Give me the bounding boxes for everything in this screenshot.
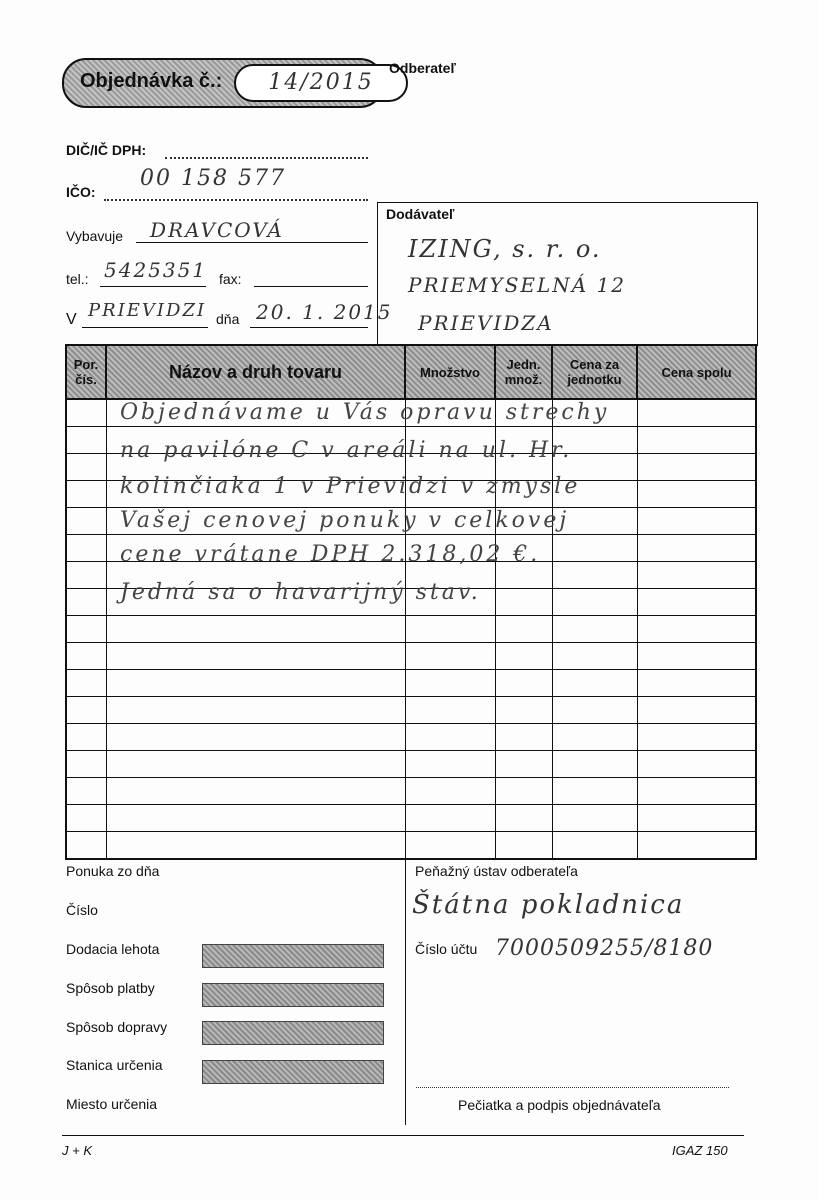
platba-box — [202, 983, 384, 1007]
miesto-label: Miesto určenia — [66, 1096, 158, 1112]
order-number-value: 14/2015 — [234, 64, 408, 102]
table-cell — [552, 724, 637, 751]
ponuka-label: Ponuka zo dňa — [66, 863, 160, 879]
table-cell — [495, 832, 552, 860]
table-cell — [106, 616, 405, 643]
table-cell — [495, 724, 552, 751]
supplier-line-3: PRIEVIDZA — [418, 311, 554, 335]
col-header-cena-jednotku: Cena za jednotku — [552, 345, 637, 399]
table-cell — [106, 643, 405, 670]
table-cell — [637, 399, 756, 427]
table-cell — [495, 778, 552, 805]
table-cell — [66, 724, 106, 751]
table-cell — [637, 616, 756, 643]
table-cell — [66, 589, 106, 616]
v-field — [82, 327, 208, 328]
vybavuje-field — [136, 242, 368, 243]
table-cell — [405, 616, 495, 643]
table-cell — [106, 832, 405, 860]
bank-value: Štátna pokladnica — [412, 890, 685, 920]
table-cell — [106, 805, 405, 832]
table-cell — [552, 670, 637, 697]
table-cell — [106, 724, 405, 751]
doprava-label: Spôsob dopravy — [66, 1019, 168, 1035]
table-row — [66, 670, 756, 697]
v-value: PRIEVIDZI — [88, 300, 207, 321]
table-cell — [552, 751, 637, 778]
table-cell — [66, 481, 106, 508]
table-cell — [66, 535, 106, 562]
table-row — [66, 616, 756, 643]
table-cell — [637, 724, 756, 751]
table-cell — [637, 751, 756, 778]
doprava-box — [202, 1021, 384, 1045]
signature-line — [416, 1087, 729, 1088]
dna-value: 20. 1. 2015 — [256, 300, 393, 324]
table-cell — [552, 589, 637, 616]
col-header-por: Por. čís. — [66, 345, 106, 399]
table-cell — [495, 589, 552, 616]
table-cell — [495, 697, 552, 724]
table-row — [66, 697, 756, 724]
handwritten-line-6: Jedná sa o havarijný stav. — [120, 580, 481, 605]
col-header-jedn: Jedn. množ. — [495, 345, 552, 399]
table-cell — [66, 832, 106, 860]
table-cell — [405, 697, 495, 724]
table-cell — [405, 643, 495, 670]
table-cell — [66, 697, 106, 724]
table-cell — [66, 670, 106, 697]
table-cell — [66, 778, 106, 805]
table-cell — [637, 778, 756, 805]
table-cell — [66, 508, 106, 535]
table-cell — [66, 616, 106, 643]
table-row — [66, 643, 756, 670]
account-value: 7000509255/8180 — [495, 936, 714, 961]
table-cell — [552, 805, 637, 832]
order-number-label: Objednávka č.: — [80, 70, 223, 92]
table-cell — [495, 670, 552, 697]
ico-field — [104, 199, 368, 201]
table-cell — [495, 805, 552, 832]
stanica-box — [202, 1060, 384, 1084]
handwritten-line-4: Vašej cenovej ponuky v celkovej — [120, 508, 570, 533]
table-row — [66, 832, 756, 860]
table-cell — [552, 535, 637, 562]
handwritten-line-2: na pavilóne C v areáli na ul. Hr. — [120, 438, 573, 463]
col-header-nazov: Názov a druh tovaru — [106, 345, 405, 399]
buyer-label: Odberateľ — [389, 60, 456, 76]
table-row — [66, 778, 756, 805]
table-cell — [66, 399, 106, 427]
dic-field — [165, 157, 368, 159]
table-cell — [405, 832, 495, 860]
table-cell — [637, 697, 756, 724]
bottom-rule — [62, 1135, 744, 1136]
dic-label: DIČ/IČ DPH: — [66, 142, 147, 158]
table-cell — [106, 697, 405, 724]
table-cell — [66, 751, 106, 778]
order-number-banner — [62, 58, 384, 108]
v-label: V — [66, 311, 77, 328]
table-cell — [552, 643, 637, 670]
table-cell — [637, 508, 756, 535]
table-cell — [552, 562, 637, 589]
col-header-mnozstvo: Množstvo — [405, 345, 495, 399]
handwritten-line-1: Objednávame u Vás opravu strechy — [120, 400, 610, 425]
supplier-label: Dodávateľ — [386, 206, 455, 222]
table-row — [66, 724, 756, 751]
supplier-line-1: IZING, s. r. o. — [408, 235, 602, 263]
ico-value: 00 158 577 — [140, 166, 286, 191]
col-header-cena-spolu: Cena spolu — [637, 345, 756, 399]
table-cell — [552, 778, 637, 805]
supplier-line-2: PRIEMYSELNÁ 12 — [408, 273, 627, 297]
table-cell — [637, 562, 756, 589]
table-cell — [405, 751, 495, 778]
ico-label: IČO: — [66, 184, 96, 200]
table-cell — [637, 643, 756, 670]
table-cell — [66, 562, 106, 589]
table-cell — [637, 805, 756, 832]
footer-divider — [405, 860, 406, 1125]
stanica-label: Stanica určenia — [66, 1057, 163, 1073]
table-cell — [405, 724, 495, 751]
dodacia-box — [202, 944, 384, 968]
platba-label: Spôsob platby — [66, 980, 155, 996]
table-header-row — [66, 345, 756, 399]
vybavuje-label: Vybavuje — [66, 228, 124, 244]
table-cell — [637, 535, 756, 562]
table-cell — [106, 670, 405, 697]
table-cell — [66, 454, 106, 481]
table-cell — [66, 427, 106, 454]
fax-label: fax: — [219, 271, 242, 287]
table-cell — [552, 832, 637, 860]
supplier-box — [377, 202, 758, 346]
table-cell — [106, 751, 405, 778]
table-cell — [637, 589, 756, 616]
table-cell — [66, 805, 106, 832]
table-cell — [637, 832, 756, 860]
dna-field — [250, 327, 368, 328]
table-row — [66, 805, 756, 832]
table-cell — [552, 697, 637, 724]
table-cell — [637, 670, 756, 697]
handwritten-line-3: kolinčiaka 1 v Prievidzi v zmysle — [120, 474, 581, 499]
table-cell — [405, 670, 495, 697]
table-cell — [495, 643, 552, 670]
dna-label: dňa — [216, 311, 240, 327]
tel-field — [100, 286, 206, 287]
handwritten-line-5: cene vrátane DPH 2.318,02 €. — [120, 542, 541, 567]
tel-label: tel.: — [66, 271, 89, 287]
tel-value: 5425351 — [104, 258, 208, 282]
account-label: Číslo účtu — [415, 941, 478, 957]
fax-field — [254, 286, 368, 287]
bank-label: Peňažný ústav odberateľa — [415, 863, 578, 879]
table-cell — [495, 616, 552, 643]
table-cell — [552, 616, 637, 643]
form-code: IGAZ 150 — [672, 1143, 728, 1158]
dodacia-label: Dodacia lehota — [66, 941, 160, 957]
vybavuje-value: DRAVCOVÁ — [150, 218, 284, 242]
table-cell — [66, 643, 106, 670]
table-cell — [637, 454, 756, 481]
table-row — [66, 751, 756, 778]
table-cell — [637, 427, 756, 454]
table-cell — [405, 778, 495, 805]
table-cell — [637, 481, 756, 508]
signature-label: Pečiatka a podpis objednávateľa — [458, 1097, 661, 1113]
table-cell — [106, 778, 405, 805]
table-cell — [405, 805, 495, 832]
bottom-left-text: J + K — [62, 1143, 92, 1158]
table-cell — [495, 751, 552, 778]
cislo-label: Číslo — [66, 902, 98, 918]
